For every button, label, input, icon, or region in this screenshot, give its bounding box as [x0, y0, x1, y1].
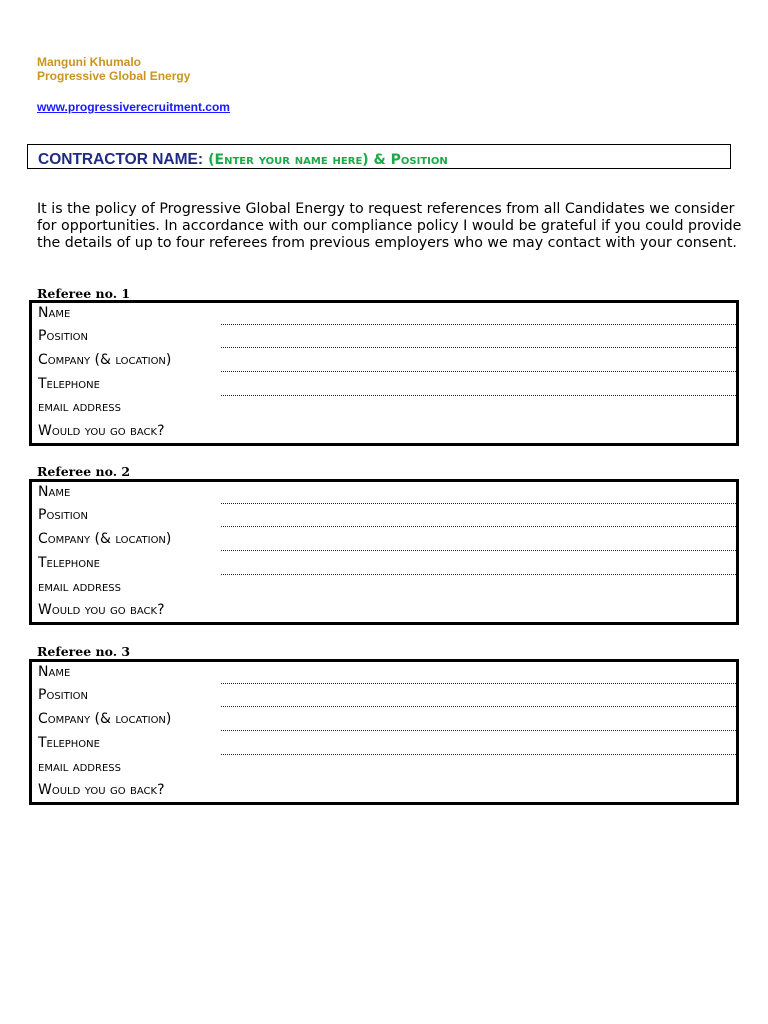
position-input-line[interactable]: [221, 706, 736, 707]
consultant-name: Manguni Khumalo: [37, 55, 141, 69]
field-label: Telephone: [38, 376, 100, 392]
telephone-input-line[interactable]: [221, 754, 736, 755]
field-label: Name: [38, 484, 71, 500]
field-label: Name: [38, 664, 71, 680]
company-input-line[interactable]: [221, 371, 736, 372]
field-label: Would you go back?: [38, 423, 165, 439]
field-label: Position: [38, 507, 89, 523]
field-label: email address: [38, 759, 121, 775]
referee-2-position-row[interactable]: [38, 505, 736, 529]
field-label: email address: [38, 399, 121, 415]
referee-1-goback-row[interactable]: [38, 421, 736, 445]
website-link[interactable]: www.progressiverecruitment.com: [37, 100, 230, 114]
telephone-input-line[interactable]: [221, 574, 736, 575]
policy-statement: It is the policy of Progressive Global Energy to request references from all Candidates we consider for opportunities. In accordance with our compliance policy I would be grateful if you could provide the details of up to four referees from previous employers who we may contact with your consent.: [37, 201, 742, 251]
header: [37, 55, 190, 83]
referee-3-position-row[interactable]: [38, 685, 736, 709]
referee-1-telephone-row[interactable]: [38, 374, 736, 398]
field-label: Would you go back?: [38, 602, 165, 618]
position-input-line[interactable]: [221, 347, 736, 348]
referee-1-box: [29, 300, 739, 446]
name-input-line[interactable]: [221, 503, 736, 504]
referee-1-title: Referee no. 1: [37, 286, 131, 301]
referee-2-company-row[interactable]: [38, 529, 736, 553]
referee-2-title: Referee no. 2: [37, 464, 131, 479]
field-label: Telephone: [38, 735, 100, 751]
contractor-name-label: CONTRACTOR NAME:: [38, 151, 204, 168]
referee-3-goback-row[interactable]: [38, 780, 736, 804]
field-label: Would you go back?: [38, 782, 165, 798]
field-label: Telephone: [38, 555, 100, 571]
position-input-line[interactable]: [221, 526, 736, 527]
referee-1-position-row[interactable]: [38, 326, 736, 350]
field-label: email address: [38, 579, 121, 595]
referee-3-title: Referee no. 3: [37, 644, 131, 659]
referee-3-name-row[interactable]: [38, 662, 736, 686]
name-input-line[interactable]: [221, 324, 736, 325]
referee-2-telephone-row[interactable]: [38, 553, 736, 577]
name-input-line[interactable]: [221, 683, 736, 684]
referee-3-email-row[interactable]: [38, 757, 736, 781]
contractor-name-placeholder[interactable]: (Enter your name here) & Position: [208, 152, 448, 168]
company-input-line[interactable]: [221, 550, 736, 551]
company-input-line[interactable]: [221, 730, 736, 731]
referee-1-company-row[interactable]: [38, 350, 736, 374]
referee-3-company-row[interactable]: [38, 709, 736, 733]
referee-1-name-row[interactable]: [38, 303, 736, 327]
contractor-name-field[interactable]: [27, 144, 731, 169]
referee-2-box: [29, 479, 739, 625]
company-name: Progressive Global Energy: [37, 69, 191, 83]
field-label: Company (& location): [38, 531, 172, 547]
referee-1-email-row[interactable]: [38, 397, 736, 421]
referee-2-name-row[interactable]: [38, 482, 736, 506]
referee-3-telephone-row[interactable]: [38, 733, 736, 757]
telephone-input-line[interactable]: [221, 395, 736, 396]
referee-2-email-row[interactable]: [38, 577, 736, 601]
field-label: Name: [38, 305, 71, 321]
referee-2-goback-row[interactable]: [38, 600, 736, 624]
field-label: Position: [38, 328, 89, 344]
field-label: Position: [38, 687, 89, 703]
field-label: Company (& location): [38, 711, 172, 727]
field-label: Company (& location): [38, 352, 172, 368]
referee-3-box: [29, 659, 739, 805]
